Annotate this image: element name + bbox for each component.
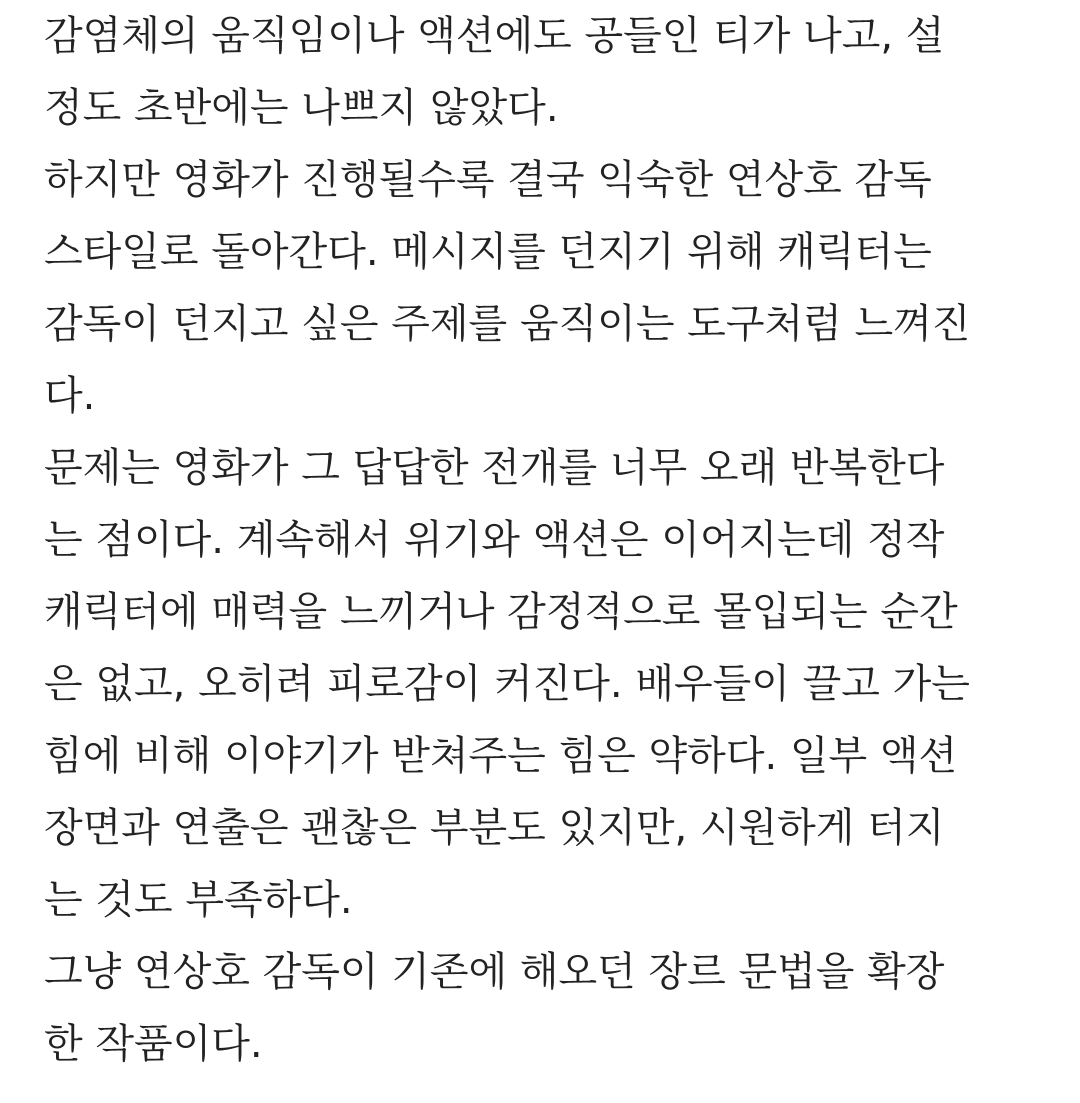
text-line: 감독이 던지고 싶은 주제를 움직이는 도구처럼 느껴진	[44, 301, 971, 347]
text-line: 한 작품이다.	[44, 1021, 263, 1067]
text-line: 장면과 연출은 괜찮은 부분도 있지만, 시원하게 터지	[44, 805, 945, 851]
text-line: 감염체의 움직임이나 액션에도 공들인 티가 나고, 설	[44, 13, 945, 59]
text-line: 힘에 비해 이야기가 받쳐주는 힘은 약하다. 일부 액션	[44, 733, 958, 779]
text-line: 스타일로 돌아간다. 메시지를 던지기 위해 캐릭터는	[44, 229, 932, 275]
text-line: 다.	[44, 373, 96, 419]
text-line: 문제는 영화가 그 답답한 전개를 너무 오래 반복한다	[44, 445, 945, 491]
text-line: 그냥 연상호 감독이 기존에 해오던 장르 문법을 확장	[44, 949, 945, 995]
text-line: 는 것도 부족하다.	[44, 877, 353, 923]
text-line: 캐릭터에 매력을 느끼거나 감정적으로 몰입되는 순간	[44, 589, 958, 635]
text-line: 정도 초반에는 나쁘지 않았다.	[44, 85, 559, 131]
text-line: 는 점이다. 계속해서 위기와 액션은 이어지는데 정작	[44, 517, 945, 563]
text-line: 은 없고, 오히려 피로감이 커진다. 배우들이 끌고 가는	[44, 661, 970, 707]
article-text	[44, 0, 1044, 1080]
text-line: 하지만 영화가 진행될수록 결국 익숙한 연상호 감독	[44, 157, 932, 203]
